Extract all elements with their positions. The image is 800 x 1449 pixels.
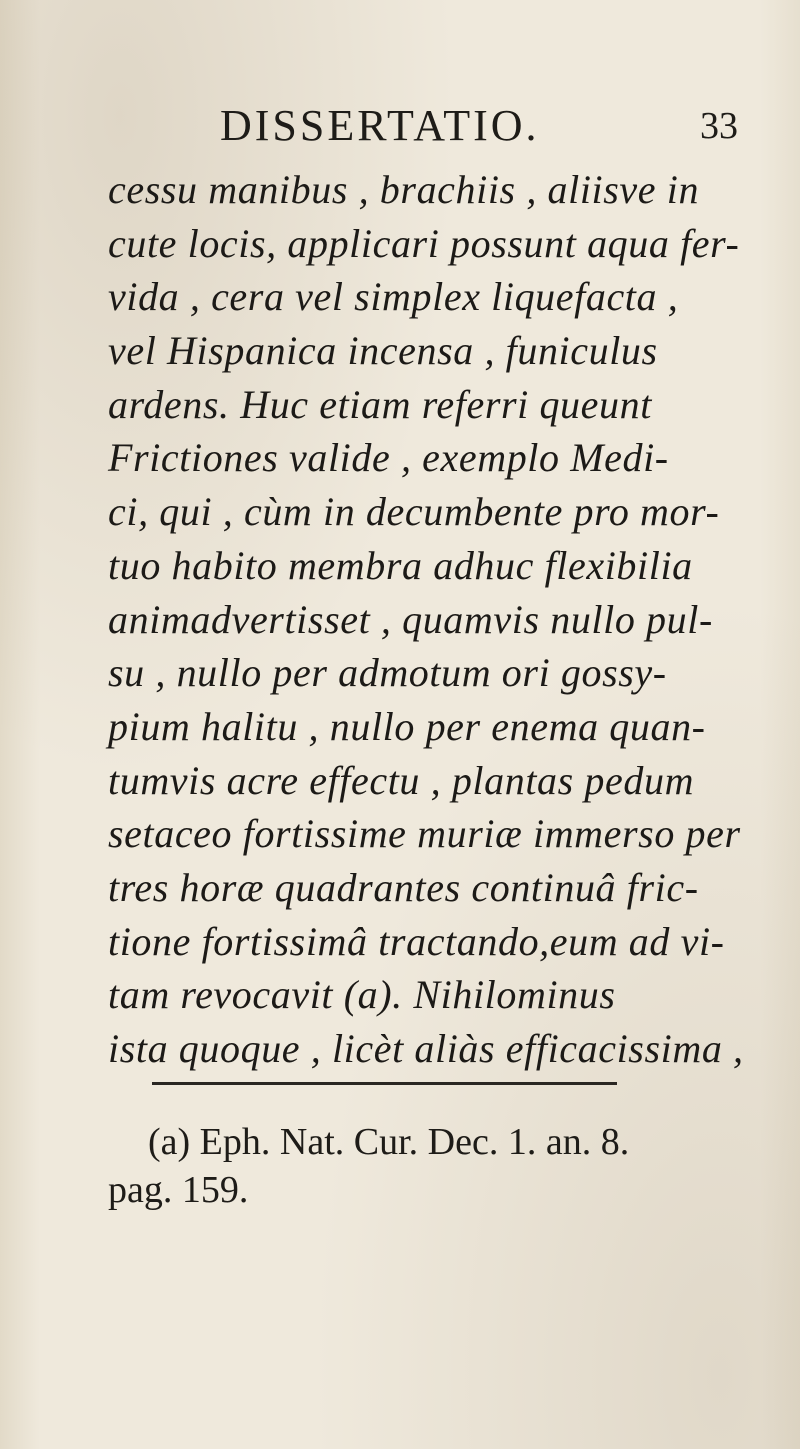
- text-line: cute locis, applicari possunt aqua fer-: [108, 220, 740, 266]
- text-line: tione fortissimâ tractando,eum ad vi-: [108, 918, 725, 964]
- text-line: tumvis acre effectu , plantas pedum: [108, 757, 695, 803]
- footnote-line: pag. 159.: [108, 1169, 249, 1211]
- text-line: vel Hispanica incensa , funiculus: [108, 328, 658, 374]
- text-line: animadvertisset , quamvis nullo pul-: [108, 596, 713, 642]
- footnote: [108, 1118, 768, 1214]
- text-line: tam revocavit (a). Nihilominus: [108, 972, 616, 1018]
- text-line: vida , cera vel simplex liquefacta ,: [108, 274, 679, 320]
- footnote-line: (a) Eph. Nat. Cur. Dec. 1. an. 8.: [148, 1121, 630, 1163]
- text-line: ardens. Huc etiam referri queunt: [108, 381, 652, 427]
- text-line: Frictiones valide , exemplo Medi-: [108, 435, 669, 481]
- text-line: pium halitu , nullo per enema quan-: [108, 703, 706, 749]
- text-line: ista quoque , licèt aliàs efficacissima ,: [108, 1026, 744, 1071]
- body-text: [108, 163, 768, 1076]
- text-line: tres horæ quadrantes continuâ fric-: [108, 864, 699, 910]
- running-head: [0, 100, 800, 160]
- text-line: ci, qui , cùm in decumbente pro mor-: [108, 489, 720, 535]
- text-line: cessu manibus , brachiis , aliisve in: [108, 167, 700, 212]
- running-head-title: DISSERTATIO.: [220, 101, 540, 150]
- text-line: su , nullo per admotum ori gossy-: [108, 650, 667, 696]
- text-line: tuo habito membra adhuc flexibilia: [108, 542, 693, 588]
- footnote-rule: [152, 1082, 617, 1085]
- page-number: 33: [700, 105, 738, 147]
- text-line: setaceo fortissime muriæ immerso per: [108, 811, 741, 857]
